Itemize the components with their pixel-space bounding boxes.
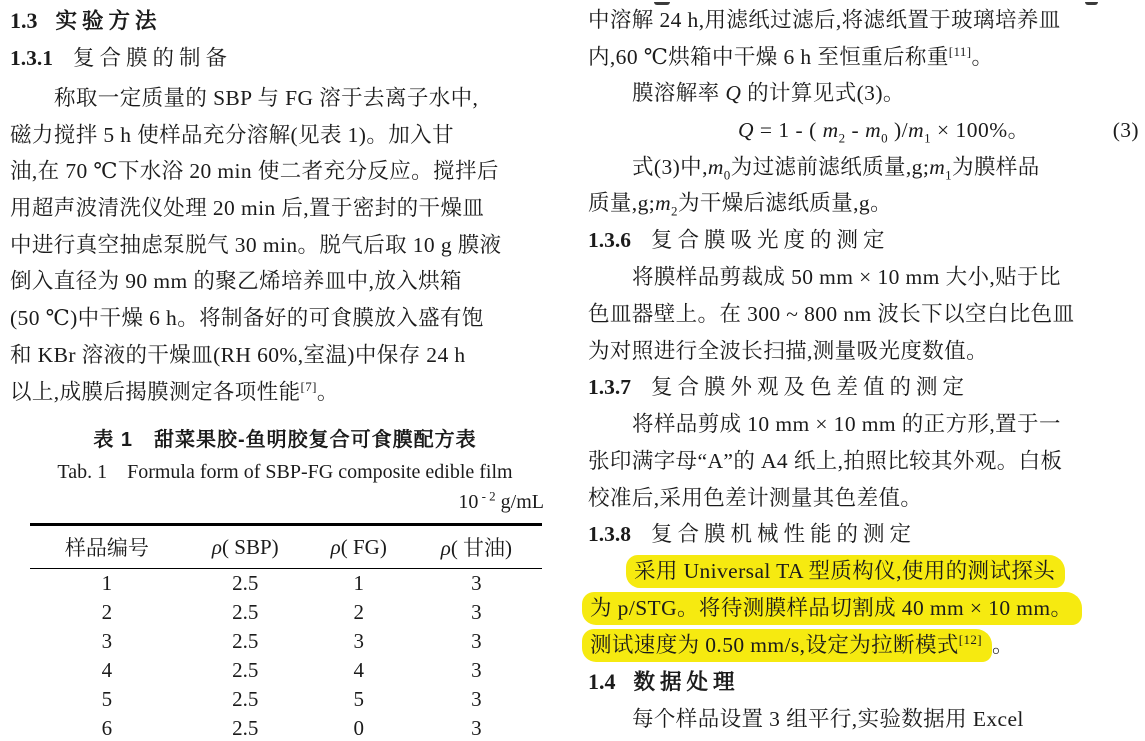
equation-body: Q = 1 - ( $m_2 - m_0$ )$/m_1 \times 100\%$。 xyxy=(738,118,1030,146)
formula-table xyxy=(30,523,542,741)
table-header-cell: ρ( SBP) xyxy=(184,525,307,569)
table-cell: 3 xyxy=(101,629,113,654)
subsection-number: 1.3.8 xyxy=(588,522,631,547)
text-line: 质量$,g;m_2$为干燥后滤纸质量,g。 xyxy=(588,191,892,219)
text-line: 中溶解 24 h,用滤纸过滤后,将滤纸置于玻璃培养皿 xyxy=(588,8,1061,32)
subsection-title: 复合膜的制备 xyxy=(73,46,233,70)
table-cell: 0 xyxy=(353,716,364,741)
section-heading-1-3 xyxy=(10,2,560,40)
table-cell: 2 xyxy=(101,600,113,625)
table-cell: 3 xyxy=(353,629,364,654)
para-absorbance xyxy=(588,259,1145,369)
table-row xyxy=(30,685,542,714)
text-line: 以上,成膜后揭膜测定各项性能[7]。 xyxy=(10,378,339,404)
table-cell: 3 xyxy=(471,600,482,625)
formula-table-header-row xyxy=(30,525,542,569)
table-header-cell: ρ( FG) xyxy=(307,525,411,569)
table-row xyxy=(30,598,542,627)
left-column xyxy=(10,2,560,741)
para-solubility xyxy=(588,2,1145,112)
subsection-title: 复合膜外观及色差值的测定 xyxy=(651,375,970,400)
para-data-processing xyxy=(588,701,1145,738)
subsection-number: 1.3.1 xyxy=(10,46,53,70)
section-number: 1.4 xyxy=(588,669,616,695)
para-mechanical-highlighted xyxy=(588,553,1145,663)
table-cell: 2.5 xyxy=(232,629,259,654)
text-line xyxy=(588,590,1145,627)
table-row xyxy=(30,656,542,685)
table-cell: 5 xyxy=(353,687,364,712)
table-cell: 2.5 xyxy=(232,658,259,683)
table-cell: 5 xyxy=(101,687,113,712)
para-color-difference xyxy=(588,406,1145,516)
highlight-mark: 采用 Universal TA 型质构仪,使用的测试探头 xyxy=(626,555,1065,588)
section-heading-1-4 xyxy=(588,663,1145,701)
para-film-preparation xyxy=(10,80,560,410)
subsection-heading-1-3-1 xyxy=(10,40,560,77)
right-column xyxy=(588,2,1145,738)
section-title: 数据处理 xyxy=(633,670,740,695)
subsection-heading-1-3-8 xyxy=(588,516,1145,553)
table-row xyxy=(30,627,542,656)
text-line: 将膜样品剪裁成 50 mm × 10 mm 大小,贴于比 xyxy=(632,265,1061,290)
text-line: 色皿器壁上。在 300 ~ 800 nm 波长下以空白比色皿 xyxy=(588,301,1075,326)
equation-number: (3) xyxy=(1112,118,1139,143)
table-caption-en: Tab. 1 Formula form of SBP-FG composite edible film xyxy=(57,461,513,484)
table-cell: 2.5 xyxy=(232,687,259,712)
subsection-title: 复合膜吸光度的测定 xyxy=(651,228,890,253)
table-header-cell: 样品编号 xyxy=(30,525,184,569)
table-cell: 2.5 xyxy=(232,600,259,625)
table-caption-cn: 表 1 甜菜果胶-鱼明胶复合可食膜配方表 xyxy=(93,429,477,452)
text-line: 内,60 ℃烘箱中干燥 6 h 至恒重后称重[11]。 xyxy=(588,43,994,69)
table-cell: 3 xyxy=(471,658,482,683)
text-line: 张印满字母“A”的 A4 纸上,拍照比较其外观。白板 xyxy=(588,448,1063,473)
subsection-number: 1.3.7 xyxy=(588,375,631,400)
text-line: 校准后,采用色差计测量其色差值。 xyxy=(588,485,923,510)
table-cell: 1 xyxy=(101,571,113,596)
cropped-line-fragment xyxy=(654,2,670,5)
text-line: 每个样品设置 3 组平行,实验数据用 Excel xyxy=(632,707,1024,732)
table-cell: 6 xyxy=(101,716,113,741)
table-cell: 3 xyxy=(471,629,482,654)
subsection-title: 复合膜机械性能的测定 xyxy=(651,522,917,547)
subsection-number: 1.3.6 xyxy=(588,228,631,253)
table-cell: 4 xyxy=(101,658,113,683)
section-number: 1.3 xyxy=(10,8,38,33)
para-equation-explain xyxy=(588,149,1145,222)
table-row xyxy=(30,569,542,599)
text-line: 磁力搅拌 5 h 使样品充分溶解(见表 1)。加入甘 xyxy=(10,122,454,147)
text-line: 油,在 70 ℃下水浴 20 min 使二者充分反应。搅拌后 xyxy=(10,159,499,184)
table-cell: 4 xyxy=(353,658,364,683)
table-cell: 2 xyxy=(353,600,364,625)
table-row xyxy=(30,714,542,741)
text-line: 测试速度为 0.50 mm/s,设定为拉断模式[12] 。 xyxy=(588,627,1145,664)
text-line: 式(3)中$,m_0$为过滤前滤纸质量$,g;m_1$为膜样品 xyxy=(632,154,1040,183)
text-line: 称取一定质量的 SBP 与 FG 溶于去离子水中, xyxy=(54,86,479,110)
highlight-mark: 为 p/STG。将待测膜样品切割成 40 mm × 10 mm。 xyxy=(582,592,1082,625)
subsection-heading-1-3-6 xyxy=(588,222,1145,259)
section-title: 实验方法 xyxy=(55,9,162,33)
table-cell: 2.5 xyxy=(232,571,259,596)
table-cell: 1 xyxy=(353,571,364,596)
table-header-cell: ρ( 甘油) xyxy=(411,525,542,569)
text-line: 和 KBr 溶液的干燥皿(RH 60%,室温)中保存 24 h xyxy=(10,342,466,367)
table-unit-label: 10 $^{- 2}$ g/mL xyxy=(458,488,544,514)
text-line: 倒入直径为 90 mm 的聚乙烯培养皿中,放入烘箱 xyxy=(10,269,462,294)
text-line xyxy=(588,553,1145,590)
highlight-mark: 测试速度为 0.50 mm/s,设定为拉断模式[12] xyxy=(582,629,992,662)
text-line: 为对照进行全波长扫描,测量吸光度数值。 xyxy=(588,338,988,363)
text-line: (50 ℃)中干燥 6 h。将制备好的可食膜放入盛有饱 xyxy=(10,306,484,331)
table-cell: 2.5 xyxy=(232,716,259,741)
text-line: 将样品剪成 10 mm × 10 mm 的正方形,置于一 xyxy=(632,412,1061,437)
subsection-heading-1-3-7 xyxy=(588,369,1145,406)
equation-3 xyxy=(588,112,1145,149)
table-cell: 3 xyxy=(471,571,482,596)
text-line: 中进行真空抽虑泵脱气 30 min。脱气后取 10 g 膜液 xyxy=(10,232,502,257)
table-cell: 3 xyxy=(471,687,482,712)
cropped-line-fragment xyxy=(1085,2,1098,5)
text-line: 膜溶解率 Q 的计算见式(3)。 xyxy=(632,81,905,106)
formula-table-body xyxy=(30,569,542,741)
table-cell: 3 xyxy=(471,716,482,741)
text-line: 用超声波清洗仪处理 20 min 后,置于密封的干燥皿 xyxy=(10,196,485,221)
